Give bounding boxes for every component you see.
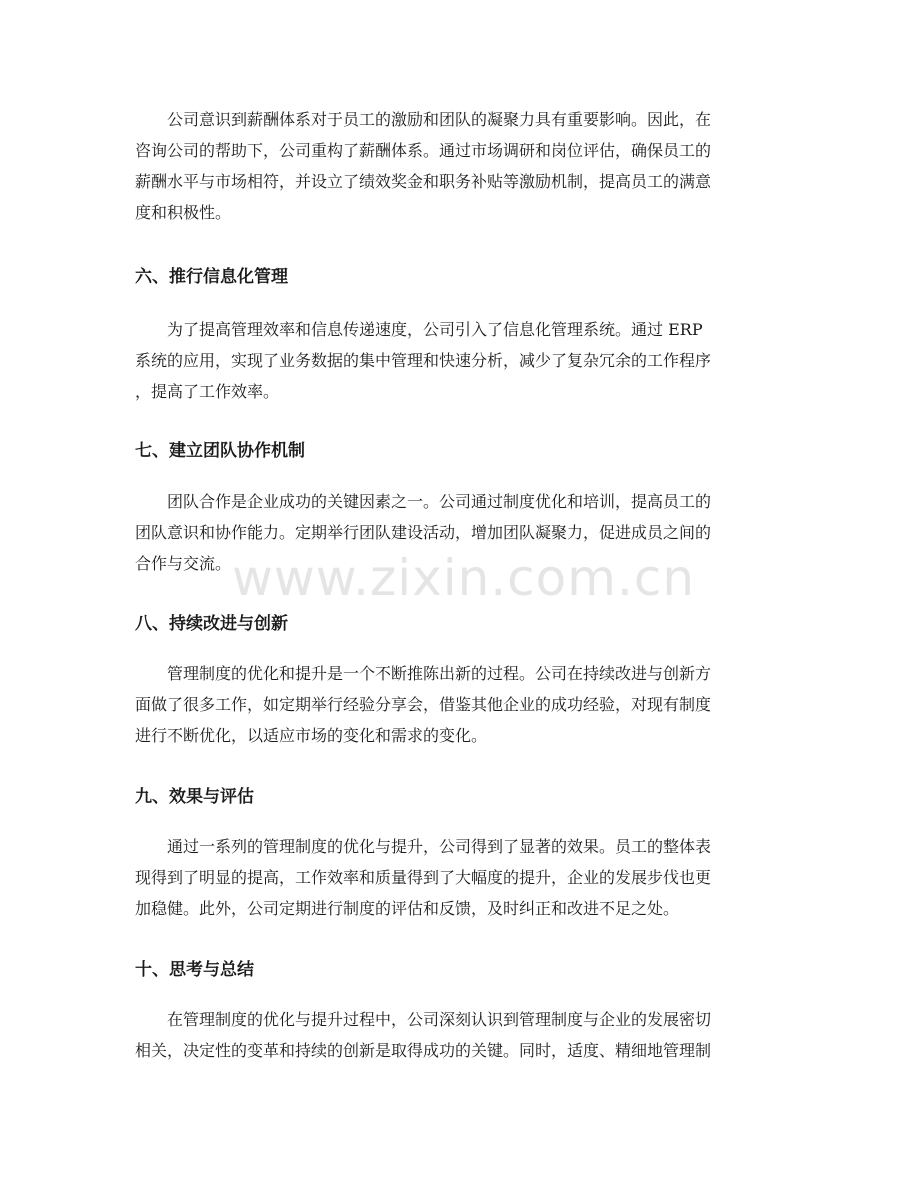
text-line: 团队合作是企业成功的关键因素之一。公司通过制度优化和培训，提高员工的 [135, 492, 712, 511]
text-line: 通过一系列的管理制度的优化与提升，公司得到了显著的效果。员工的整体表 [135, 837, 712, 856]
text-line: 薪酬水平与市场相符，并设立了绩效奖金和职务补贴等激励机制，提高员工的满意 [135, 172, 712, 191]
paragraph-salary [135, 104, 785, 228]
text-line: 现得到了明显的提高，工作效率和质量得到了大幅度的提升，企业的发展步伐也更 [135, 868, 712, 887]
watermark: www.zixin.com.cn [232, 549, 696, 607]
text-line: 咨询公司的帮助下，公司重构了薪酬体系。通过市场调研和岗位评估，确保员工的 [135, 141, 712, 160]
paragraph-improvement [135, 658, 785, 751]
text-line: 在管理制度的优化与提升过程中，公司深刻认识到管理制度与企业的发展密切 [135, 1010, 712, 1029]
text-line: 团队意识和协作能力。定期举行团队建设活动，增加团队凝聚力，促进成员之间的 [135, 523, 712, 542]
section-heading-9: 九、效果与评估 [135, 787, 254, 807]
text-line: 加稳健。此外，公司定期进行制度的评估和反馈，及时纠正和改进不足之处。 [135, 899, 680, 918]
section-heading-6: 六、推行信息化管理 [135, 267, 288, 287]
text-line: 管理制度的优化和提升是一个不断推陈出新的过程。公司在持续改进与创新方 [135, 664, 712, 683]
section-heading-8: 八、持续改进与创新 [135, 614, 288, 634]
text-line: 公司意识到薪酬体系对于员工的激励和团队的凝聚力具有重要影响。因此，在 [135, 110, 712, 129]
text-line: 面做了很多工作，如定期举行经验分享会，借鉴其他企业的成功经验，对现有制度 [135, 695, 712, 714]
paragraph-informatization [135, 314, 785, 407]
text-line: 为了提高管理效率和信息传递速度，公司引入了信息化管理系统。通过 ERP [135, 320, 703, 339]
section-heading-10: 十、思考与总结 [135, 960, 254, 980]
text-line: 合作与交流。 [135, 554, 232, 573]
paragraph-summary [135, 1004, 785, 1066]
text-line: ，提高了工作效率。 [135, 382, 280, 401]
text-line: 相关，决定性的变革和持续的创新是取得成功的关键。同时，适度、精细地管理制 [135, 1041, 712, 1060]
text-line: 系统的应用，实现了业务数据的集中管理和快速分析，减少了复杂冗余的工作程序 [135, 351, 712, 370]
text-line: 度和积极性。 [135, 203, 232, 222]
text-line: 进行不断优化，以适应市场的变化和需求的变化。 [135, 726, 488, 745]
section-heading-7: 七、建立团队协作机制 [135, 441, 305, 461]
paragraph-results [135, 831, 785, 924]
